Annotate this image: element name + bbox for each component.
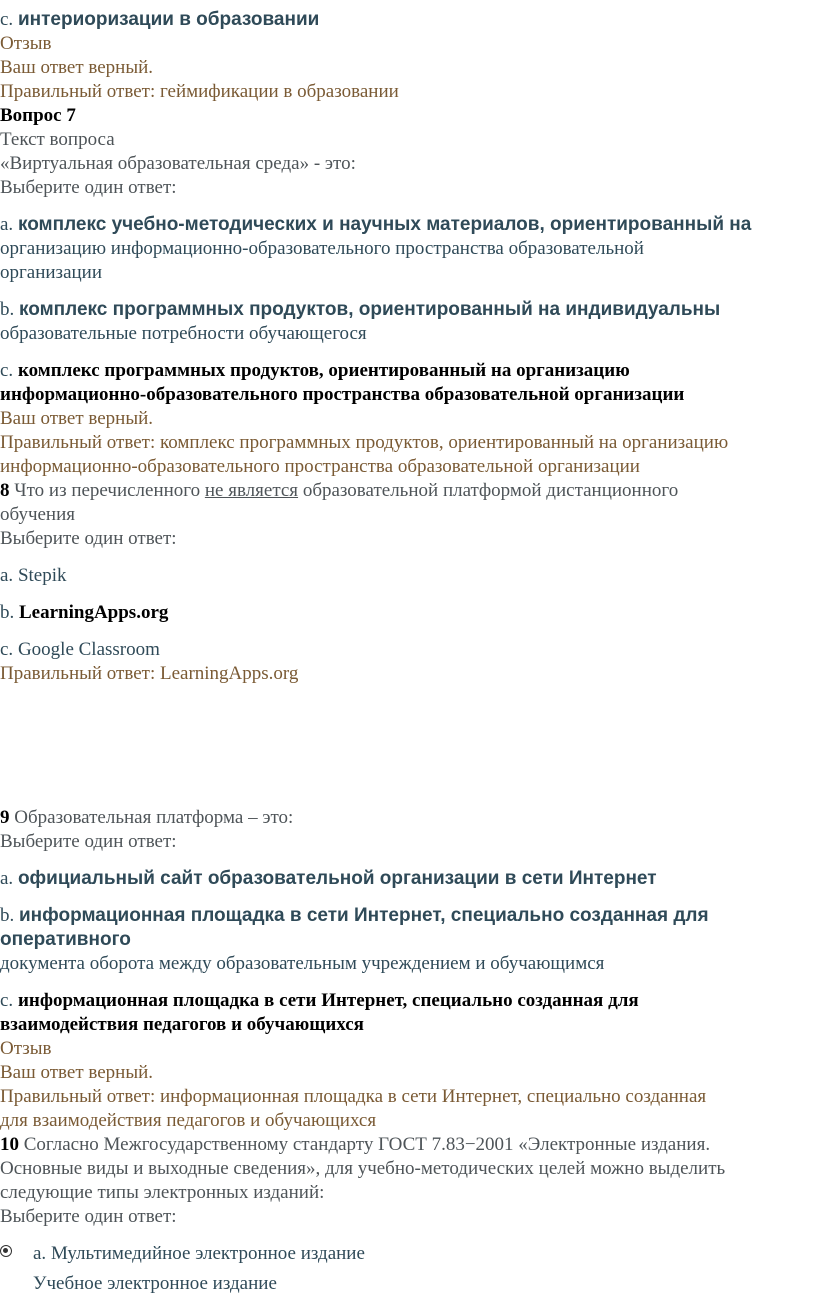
q7-option-b-letter: b. [0,299,15,320]
q9-feedback-correct: Ваш ответ верный. [0,1062,154,1083]
q10-choose: Выберите один ответ: [0,1206,177,1227]
q8-option-c[interactable] [0,638,816,662]
q7-text-label: Текст вопроса [0,129,115,150]
q7-option-b[interactable] [0,298,816,346]
q8-number: 8 [0,480,10,501]
q7-right-answer-line2: информационно-образовательного пространства образовательной организации [0,456,640,477]
q9-option-b-line2: документа оборота между образовательным учреждением и обучающимся [0,953,605,974]
q7-option-b-line1: комплекс программных продуктов, ориентированный на индивидуальны [19,299,721,320]
q8-question-post: образовательной платформой дистанционного [302,480,679,501]
q9-option-b-line1: информационная площадка в сети Интернет, специально созданная для оперативного [0,905,709,950]
q7-option-c-line2: информационно-образовательного пространства образовательной организации [0,384,685,405]
q8-question-pre: Что из перечисленного [14,480,201,501]
q9-right-answer-line1: Правильный ответ: информационная площадка в сети Интернет, специально созданная [0,1086,707,1107]
q6-option-c [0,8,816,32]
q9-feedback-label: Отзыв [0,1038,52,1059]
q6-option-c-letter: c. [0,9,14,30]
q7-option-c-line1: комплекс программных продуктов, ориентированный на организацию [17,360,630,381]
q9-option-c-line2: взаимодействия педагогов и обучающихся [0,1014,364,1035]
q10-option-extra: Учебное электронное издание [33,1273,277,1294]
q10-option-a-letter: a. [33,1243,47,1264]
q8-right-answer: Правильный ответ: LearningApps.org [0,663,299,684]
q9-choose: Выберите один ответ: [0,831,177,852]
q10-number: 10 [0,1134,19,1155]
q7-option-c[interactable] [0,359,816,407]
q9-option-b[interactable] [0,904,816,976]
q7-question: «Виртуальная образовательная среда» - это: [0,153,356,174]
q10-question-line2: Основные виды и выходные сведения», для учебно-методических целей можно выделить [0,1158,726,1179]
q8-question-line2: обучения [0,504,76,525]
q6-right-answer: Правильный ответ: геймификации в образовании [0,81,399,102]
q9-right-answer-line2: для взаимодействия педагогов и обучающихся [0,1110,377,1131]
q9-option-a-text: официальный сайт образовательной организации в сети Интернет [17,868,657,889]
q10-question-line3: следующие типы электронных изданий: [0,1182,325,1203]
q9-option-b-letter: b. [0,905,15,926]
q7-choose: Выберите один ответ: [0,177,177,198]
q9-question-text: Образовательная платформа – это: [14,807,294,828]
q8-question [0,479,816,503]
q8-option-c-letter: c. [0,639,14,660]
q9-option-c-line1: информационная площадка в сети Интернет, специально созданная для [17,990,639,1011]
q10-question-line1-text: Согласно Межгосударственному стандарту ГОСТ 7.83−2001 «Электронные издания. [23,1134,711,1155]
q9-option-a[interactable] [0,867,816,891]
q8-option-b-letter: b. [0,602,15,623]
q7-option-a[interactable] [0,213,816,285]
q7-option-a-line2: организацию информационно-образовательного пространства образовательной [0,238,644,259]
q8-option-b-text: LearningApps.org [19,602,169,623]
q8-option-a[interactable] [0,564,816,588]
q7-option-c-letter: c. [0,360,14,381]
q8-option-a-letter: a. [0,565,14,586]
q7-option-a-letter: a. [0,214,14,235]
q7-option-b-line2: образовательные потребности обучающегося [0,323,367,344]
q9-number: 9 [0,807,10,828]
q8-option-c-text: Google Classroom [17,639,160,660]
q9-option-c[interactable] [0,989,816,1037]
q8-option-b[interactable] [0,601,816,625]
q10-option-a[interactable] [0,1242,816,1266]
q10-question-line1 [0,1133,816,1157]
q10-option-a-text: Мультимедийное электронное издание [50,1243,365,1264]
q9-option-a-letter: a. [0,868,14,889]
q7-feedback-correct: Ваш ответ верный. [0,408,154,429]
q7-title: Вопрос 7 [0,105,76,126]
q7-option-a-line3: организации [0,262,103,283]
q9-question [0,806,816,830]
q6-feedback-label: Отзыв [0,33,52,54]
q9-option-c-letter: c. [0,990,14,1011]
q7-right-answer-line1: Правильный ответ: комплекс программных продуктов, ориентированный на организацию [0,432,729,453]
q8-question-underlined: не является [204,480,299,501]
q6-feedback-correct: Ваш ответ верный. [0,57,154,78]
q8-choose: Выберите один ответ: [0,528,177,549]
q8-option-a-text: Stepik [17,565,67,586]
q6-option-c-text: интериоризации в образовании [17,9,320,30]
q7-option-a-line1: комплекс учебно-методических и научных материалов, ориентированный на [17,214,752,235]
